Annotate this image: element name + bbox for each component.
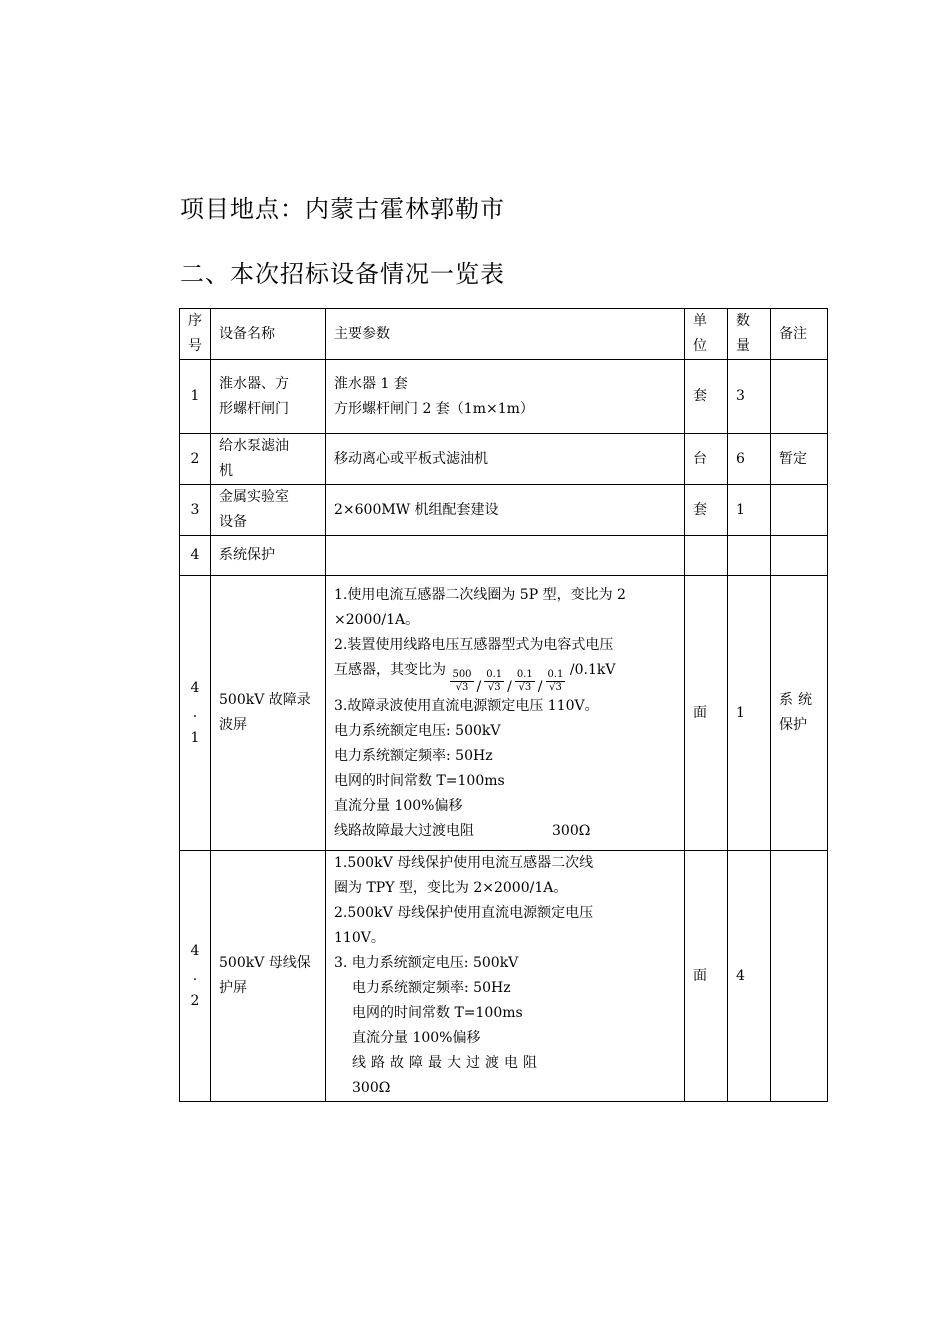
row-remark: 暂定 [771, 434, 828, 485]
row-name: 金属实验室 设备 [211, 485, 326, 536]
table-row [180, 434, 828, 485]
project-location: 项目地点：内蒙古霍林郭勒市 [180, 195, 505, 223]
row-remark [771, 360, 828, 434]
row-params: 1.使用电流互感器二次线圈为 5P 型，变比为 2 ×2000/1A。 2.装置使用线路电压互感器型式为电容式电压 互感器，其变比为 $\frac{500}{√3}$ / $\frac{0.1}{√3}$ / $\frac{0.1}{√3}$ / $\frac{0.1}{√3}$ /0.1kV 3.故障录波使用直流电源额定电压 110V。 电力系统额定电压: 500kV 电力系统额定频率: 50Hz 电网的时间常数 T=100ms 直流分量 100%偏移 线路故障最大过渡电阻 300Ω [326, 576, 685, 851]
row-name: 给水泵滤油 机 [211, 434, 326, 485]
row-no: 2 [180, 434, 211, 485]
row-unit: 面 [685, 851, 728, 1102]
row-params [326, 536, 685, 576]
row-qty: 4 [728, 851, 771, 1102]
ratio-fraction: $\frac{0.1}{√3}$ [547, 668, 564, 693]
row-remark: 系统 保护 [771, 576, 828, 851]
row-unit: 套 [685, 360, 728, 434]
header-name: 设备名称 [211, 309, 326, 360]
header-remark: 备注 [771, 309, 828, 360]
ratio-line: 互感器，其变比为 $\frac{500}{√3}$ / $\frac{0.1}{√3}$ / $\frac{0.1}{√3}$ / $\frac{0.1}{√3}$ /0.1kV [334, 661, 616, 695]
voltage-ratio: $\frac{500}{√3}$ / $\frac{0.1}{√3}$ / $\frac{0.1}{√3}$ / $\frac{0.1}{√3}$ [452, 668, 564, 695]
row-unit: 套 [685, 485, 728, 536]
ratio-fraction: $\frac{0.1}{√3}$ [486, 668, 503, 693]
row-no: 3 [180, 485, 211, 536]
row-qty: 6 [728, 434, 771, 485]
header-qty: 数 量 [728, 309, 771, 360]
row-remark [771, 851, 828, 1102]
row-no: 1 [180, 360, 211, 434]
equipment-table [179, 308, 828, 1102]
row-qty: 1 [728, 576, 771, 851]
row-unit [685, 536, 728, 576]
row-params: 移动离心或平板式滤油机 [326, 434, 685, 485]
row-name: 系统保护 [211, 536, 326, 576]
row-qty: 3 [728, 360, 771, 434]
row-name: 淮水器、方 形螺杆闸门 [211, 360, 326, 434]
table-row [180, 576, 828, 851]
header-unit: 单 位 [685, 309, 728, 360]
table-row [180, 851, 828, 1102]
ratio-fraction: $\frac{500}{√3}$ [452, 668, 472, 693]
row-qty [728, 536, 771, 576]
row-no: 4 . 2 [180, 851, 211, 1102]
row-no: 4 [180, 536, 211, 576]
row-unit: 面 [685, 576, 728, 851]
row-unit: 台 [685, 434, 728, 485]
row-remark [771, 485, 828, 536]
table-row [180, 360, 828, 434]
row-name: 500kV 母线保 护屏 [211, 851, 326, 1102]
row-remark [771, 536, 828, 576]
header-no: 序 号 [180, 309, 211, 360]
table-row [180, 485, 828, 536]
row-params: 2×600MW 机组配套建设 [326, 485, 685, 536]
table-row [180, 536, 828, 576]
row-params: 淮水器 1 套 方形螺杆闸门 2 套（1m×1m） [326, 360, 685, 434]
table-header-row [180, 309, 828, 360]
row-name: 500kV 故障录 波屏 [211, 576, 326, 851]
header-params: 主要参数 [326, 309, 685, 360]
section-title: 二、本次招标设备情况一览表 [180, 260, 505, 288]
row-no: 4 . 1 [180, 576, 211, 851]
row-params: 1.500kV 母线保护使用电流互感器二次线 圈为 TPY 型，变比为 2×2000/1A。 2.500kV 母线保护使用直流电源额定电压 110V。 3. 电力系统额定电压: 500kV 电力系统额定频率: 50Hz 电网的时间常数 T=100ms 直流分量 100%偏移 线路故障最大过渡电阻 300Ω [326, 851, 685, 1102]
ratio-fraction: $\frac{0.1}{√3}$ [516, 668, 533, 693]
row-qty: 1 [728, 485, 771, 536]
